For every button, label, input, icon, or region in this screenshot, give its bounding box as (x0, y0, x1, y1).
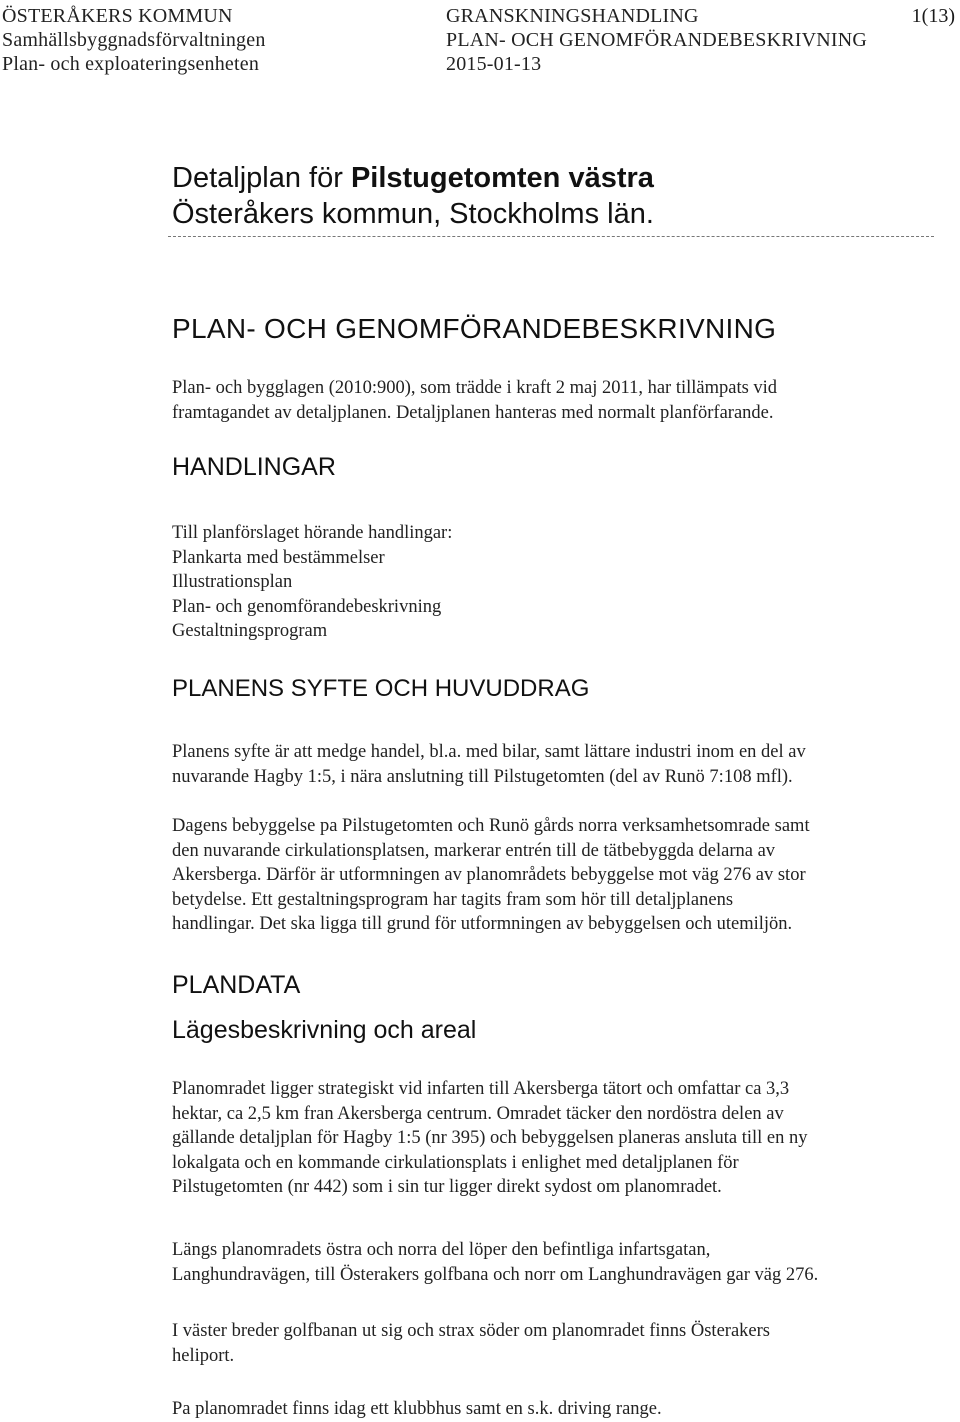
org-unit: Plan- och exploateringsenheten (2, 53, 260, 75)
syfte-paragraph-1 (172, 740, 960, 789)
paragraph-line: Planomradet ligger strategiskt vid infarten till Akersberga tätort och omfattar ca 3,3 (172, 1079, 790, 1099)
org-name: ÖSTERÅKERS KOMMUN (2, 5, 233, 27)
lage-heading: Lägesbeskrivning och areal (172, 1016, 477, 1044)
main-heading: PLAN- OCH GENOMFÖRANDEBESKRIVNING (172, 313, 777, 344)
paragraph-line: betydelse. Ett gestaltningsprogram har tagits fram som hör till detaljplanens (172, 889, 734, 910)
header-organization (2, 4, 266, 76)
intro-paragraph (172, 376, 960, 425)
list-item: Till planförslaget hörande handlingar: (172, 523, 453, 543)
lage-paragraph-1 (172, 1077, 960, 1200)
list-item: Plankarta med bestämmelser (172, 547, 385, 568)
title-prefix: Detaljplan för (172, 162, 351, 194)
paragraph-line: handlingar. Det ska ligga till grund för utformningen av bebyggelsen och utemiljön. (172, 914, 793, 934)
document-status: GRANSKNINGSHANDLING (446, 5, 699, 27)
title-plan-name: Pilstugetomten västra (350, 162, 654, 194)
handlingar-list (172, 521, 960, 644)
paragraph-line: den nuvarande cirkulationsplatsen, markerar entrén till de tätbebyggda delarna av (172, 840, 776, 861)
intro-line: framtagandet av detaljplanen. Detaljplanen hanteras med normalt planförfarande. (172, 402, 774, 423)
intro-line: Plan- och bygglagen (2010:900), som trädde i kraft 2 maj 2011, har tillämpats vid (172, 378, 778, 398)
list-item: Illustrationsplan (172, 572, 293, 592)
lage-paragraph-2 (172, 1238, 960, 1287)
document-type: PLAN- OCH GENOMFÖRANDEBESKRIVNING (446, 29, 868, 51)
page-number: 1(13) (911, 5, 955, 27)
document-title (172, 160, 654, 232)
paragraph-line: lokalgata och en kommande cirkulationsplats i enlighet med detaljplanen för (172, 1152, 739, 1173)
paragraph-line: Pilstugetomten (nr 442) som i sin tur ligger direkt sydost om planomradet. (172, 1177, 722, 1197)
lage-paragraph-3 (172, 1319, 960, 1368)
title-divider (168, 236, 934, 237)
paragraph-line: gällande detaljplan för Hagby 1:5 (nr 395) och bebyggelsen planeras ansluta till en ny (172, 1128, 808, 1148)
title-location: Österåkers kommun, Stockholms län. (172, 198, 654, 230)
handlingar-heading: HANDLINGAR (172, 453, 336, 481)
paragraph-line: Langhundravägen, till Österakers golfbana och norr om Langhundravägen gar väg 276. (172, 1264, 819, 1285)
paragraph-line: heliport. (172, 1345, 235, 1366)
paragraph-line: hektar, ca 2,5 km fran Akersberga centrum. Omradet täcker den nordöstra delen av (172, 1103, 784, 1124)
header-document-info (446, 4, 867, 76)
list-item: Gestaltningsprogram (172, 621, 328, 641)
syfte-heading: PLANENS SYFTE OCH HUVUDDRAG (172, 675, 590, 702)
document-date: 2015-01-13 (446, 53, 542, 75)
paragraph-line: nuvarande Hagby 1:5, i nära anslutning till Pilstugetomten (del av Runö 7:108 mfl). (172, 766, 793, 787)
list-item: Plan- och genomförandebeskrivning (172, 596, 442, 617)
paragraph-line: Dagens bebyggelse pa Pilstugetomten och Runö gårds norra verksamhetsomrade samt (172, 816, 810, 836)
lage-paragraph-4 (172, 1397, 960, 1422)
plandata-heading: PLANDATA (172, 971, 301, 999)
paragraph-line: Planens syfte är att medge handel, bl.a. med bilar, samt lättare industri inom en del av (172, 742, 806, 762)
paragraph-line: I väster breder golfbanan ut sig och strax söder om planomradet finns Österakers (172, 1321, 770, 1341)
syfte-paragraph-2 (172, 814, 960, 937)
paragraph-line: Pa planomradet finns idag ett klubbhus samt en s.k. driving range. (172, 1399, 662, 1419)
org-department: Samhällsbyggnadsförvaltningen (2, 29, 266, 51)
paragraph-line: Akersberga. Därför är utformningen av planområdets bebyggelse mot väg 276 av stor (172, 865, 806, 885)
paragraph-line: Längs planomradets östra och norra del löper den befintliga infartsgatan, (172, 1240, 711, 1260)
